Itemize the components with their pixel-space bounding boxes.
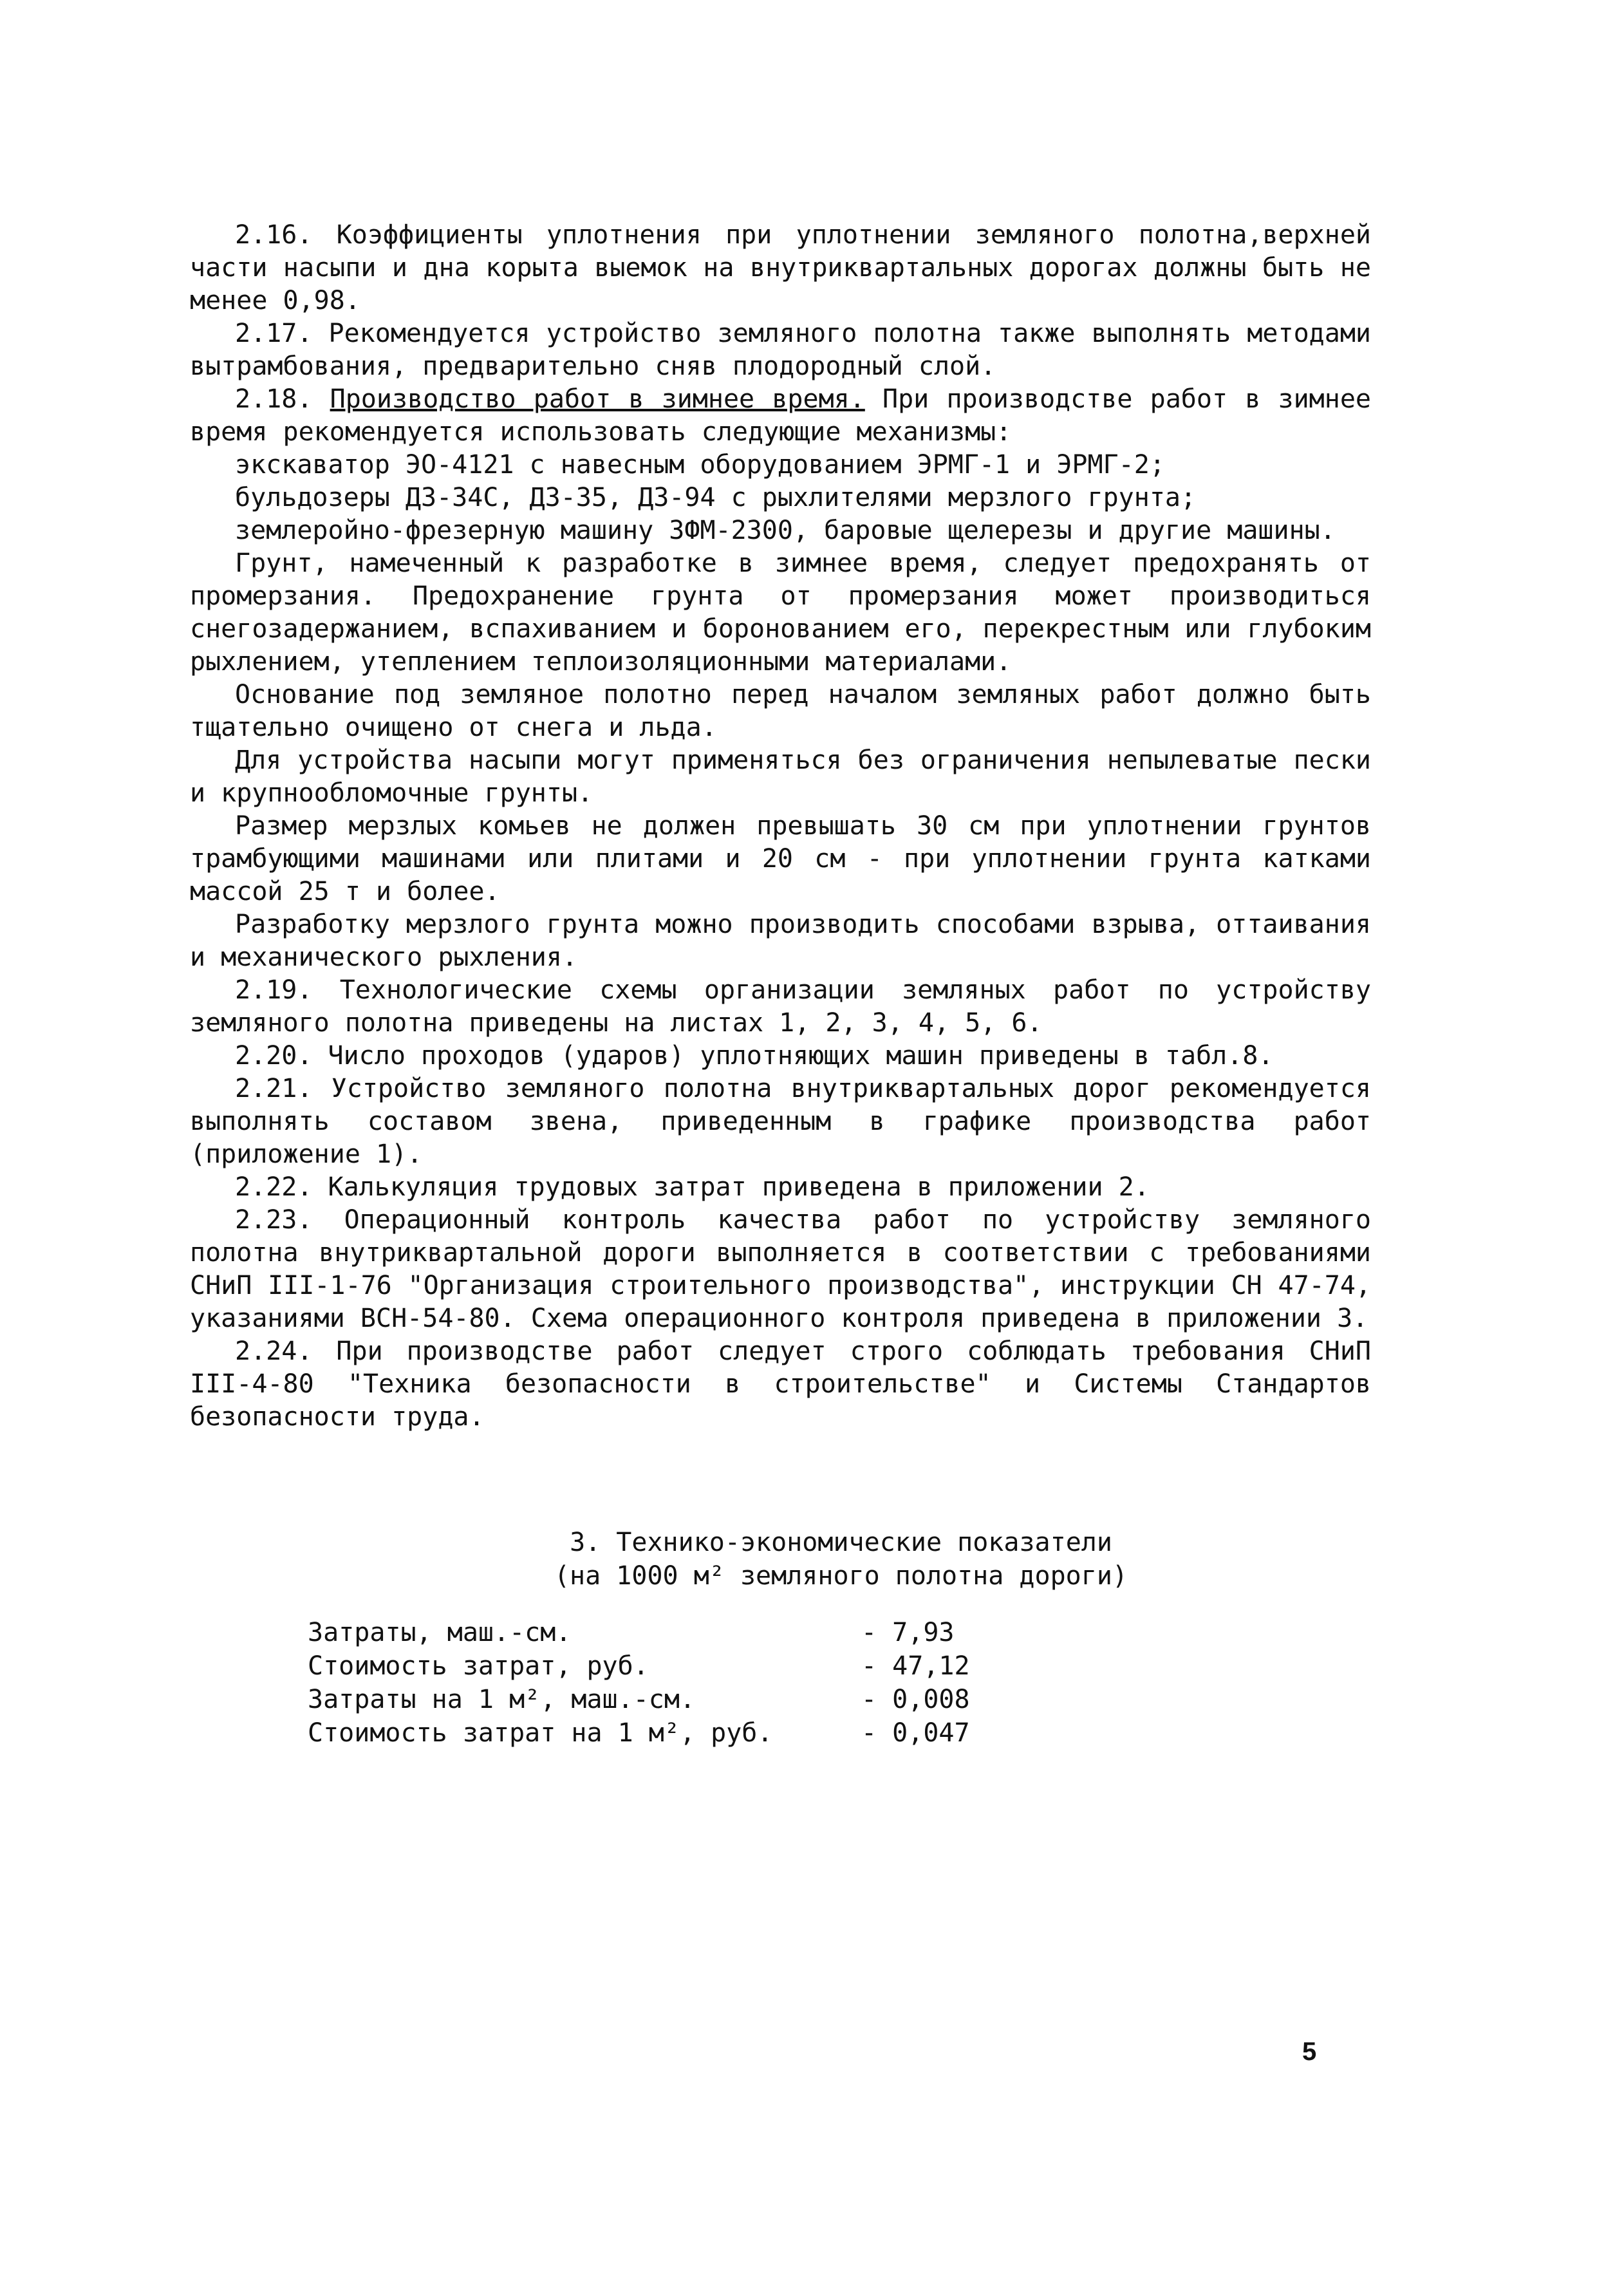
- indicator-row: [308, 1683, 1016, 1716]
- indicator-label: Затраты на 1 м², маш.-см.: [308, 1685, 696, 1714]
- indicator-row: [308, 1716, 1016, 1750]
- machine-item: экскаватор ЭО-4121 с навесным оборудованием ЭРМГ-1 и ЭРМГ-2;: [235, 450, 1165, 480]
- indicators-list: [308, 1616, 1016, 1750]
- indicator-label: Стоимость затрат на 1 м², руб.: [308, 1718, 773, 1748]
- section-title: 3. Технико-экономические показатели: [570, 1528, 1112, 1557]
- paragraph-2-17: 2.17. Рекомендуется устройство земляного полотна также выполнять методами вытрамбования, предварительно сняв плодородный слой.: [190, 319, 1371, 381]
- machine-item: бульдозеры ДЗ-34С, ДЗ-35, ДЗ-94 с рыхлителями мерзлого грунта;: [235, 483, 1197, 512]
- body-text: [190, 219, 1371, 1434]
- indicator-value: - 0,008: [861, 1685, 970, 1714]
- paragraph-number: 2.18.: [235, 384, 313, 414]
- paragraph-text: При производстве работ в зимнее время рекомендуется использовать следующие механизмы:: [190, 384, 1371, 447]
- paragraph-heading: Производство работ в зимнее время.: [330, 384, 865, 414]
- winter-paragraph: Размер мерзлых комьев не должен превышать 30 см при уплотнении грунтов трамбующими машинами или плитами и 20 см - при уплотнении грунта катками массой 25 т и более.: [190, 811, 1371, 906]
- indicator-row: [308, 1649, 1016, 1683]
- indicator-label: Затраты, маш.-см.: [308, 1618, 572, 1647]
- paragraph-2-22: 2.22. Калькуляция трудовых затрат приведена в приложении 2.: [235, 1172, 1150, 1202]
- paragraph-2-23: 2.23. Операционный контроль качества работ по устройству земляного полотна внутриквартальной дороги выполняется в соответствии с требованиями СНиП III-1-76 "Организация строительного производства", инструкции СН 47-74, указаниями ВСН-54-80. Схема операционного контроля приведена в приложении 3.: [190, 1205, 1371, 1333]
- indicator-row: [308, 1616, 1016, 1649]
- paragraph-2-20: 2.20. Число проходов (ударов) уплотняющих машин приведены в табл.8.: [235, 1041, 1274, 1071]
- paragraph-2-24: 2.24. При производстве работ следует строго соблюдать требования СНиП III-4-80 "Техника безопасности в строительстве" и Системы Стандартов безопасности труда.: [190, 1336, 1371, 1432]
- winter-paragraph: Для устройства насыпи могут применяться без ограничения непылеватые пески и крупнообломочные грунты.: [190, 745, 1371, 808]
- paragraph-2-19: 2.19. Технологические схемы организации земляных работ по устройству земляного полотна приведены на листах 1, 2, 3, 4, 5, 6.: [190, 975, 1371, 1038]
- page-number: 5: [1302, 2038, 1317, 2066]
- winter-paragraph: Разработку мерзлого грунта можно производить способами взрыва, оттаивания и механического рыхления.: [190, 910, 1371, 972]
- paragraph-2-18: [190, 383, 1371, 449]
- indicator-value: - 7,93: [861, 1618, 955, 1647]
- section-subtitle: (на 1000 м² земляного полотна дороги): [554, 1561, 1128, 1591]
- winter-paragraph: Грунт, намеченный к разработке в зимнее время, следует предохранять от промерзания. Предохранение грунта от промерзания может производиться снегозадержанием, вспахиванием и боронованием его, перекрестным или глубоким рыхлением, утеплением теплоизоляционными материалами.: [190, 548, 1371, 677]
- winter-paragraph: Основание под земляное полотно перед началом земляных работ должно быть тщательно очищено от снега и льда.: [190, 680, 1371, 742]
- indicator-value: - 0,047: [861, 1718, 970, 1748]
- paragraph-2-21: 2.21. Устройство земляного полотна внутриквартальных дорог рекомендуется выполнять составом звена, приведенным в графике производства работ (приложение 1).: [190, 1074, 1371, 1169]
- machine-item: землеройно-фрезерную машину ЗФМ-2300, баровые щелерезы и другие машины.: [235, 516, 1336, 545]
- paragraph-2-16: 2.16. Коэффициенты уплотнения при уплотнении земляного полотна,верхней части насыпи и дна корыта выемок на внутриквартальных дорогах должны быть не менее 0,98.: [190, 220, 1371, 315]
- indicator-label: Стоимость затрат, руб.: [308, 1651, 649, 1681]
- indicator-value: - 47,12: [861, 1651, 970, 1681]
- section-heading: [0, 1526, 1624, 1593]
